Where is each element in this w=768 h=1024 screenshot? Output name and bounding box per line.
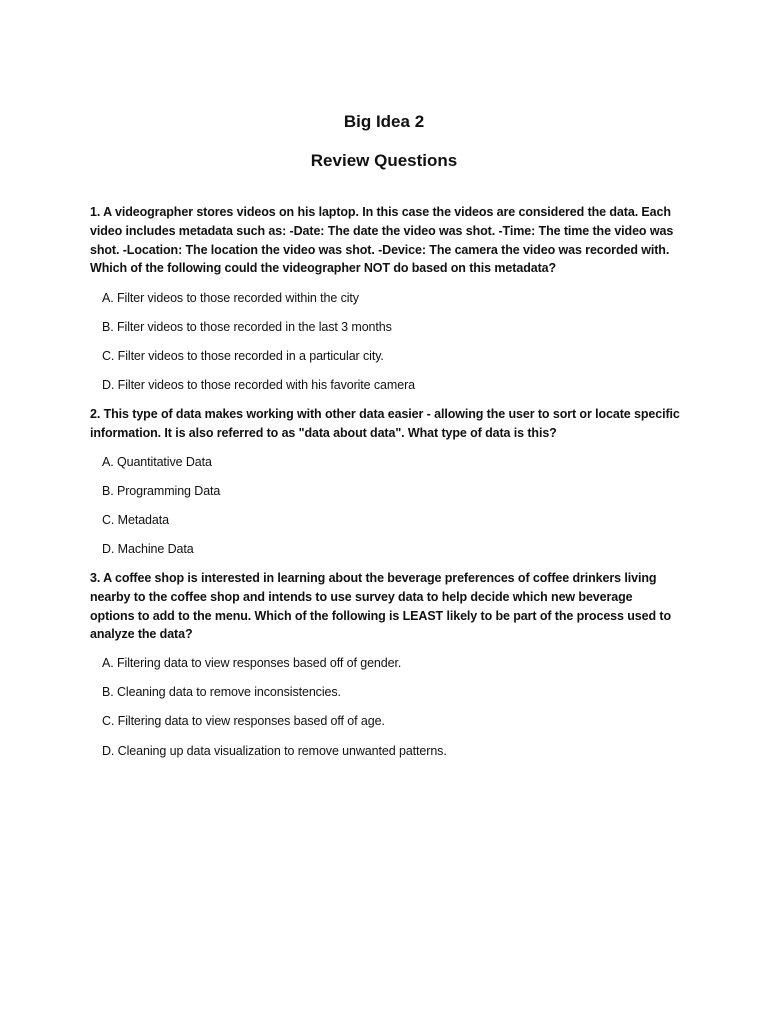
question-2-option-a: A. Quantitative Data	[102, 455, 212, 469]
question-2-option-b: B. Programming Data	[102, 484, 221, 498]
question-2-text: 2. This type of data makes working with other data easier - allowing the user to sort or locate specific information. It is also referred to as "data about data". What type of data is this?	[90, 407, 680, 440]
question-3-text: 3. A coffee shop is interested in learning about the beverage preferences of coffee drinkers living nearby to the coffee shop and intends to use survey data to help decide which new beverage options to add to the menu. Which of the following is LEAST likely to be part of the process used to analyze the data?	[90, 571, 671, 642]
question-3-option-d: D. Cleaning up data visualization to remove unwanted patterns.	[102, 744, 447, 758]
question-2-option-d: D. Machine Data	[102, 542, 194, 556]
question-2-option-c: C. Metadata	[102, 513, 169, 527]
question-1-option-a: A. Filter videos to those recorded within the city	[102, 291, 359, 305]
question-1-text: 1. A videographer stores videos on his laptop. In this case the videos are considered the data. Each video includes metadata such as: -Date: The date the video was shot. -Time: The time the video was shot. -Location: The location the video was shot. -Device: The camera the video was recorded with. Which of the following could the videographer NOT do based on this metadata?	[90, 205, 674, 276]
question-3-option-b: B. Cleaning data to remove inconsistencies.	[102, 685, 341, 699]
question-1-option-d: D. Filter videos to those recorded with his favorite camera	[102, 378, 415, 392]
question-1-option-c: C. Filter videos to those recorded in a particular city.	[102, 349, 384, 363]
page-subtitle: Review Questions	[310, 151, 458, 170]
question-3-option-a: A. Filtering data to view responses based off of gender.	[102, 656, 402, 670]
question-3-option-c: C. Filtering data to view responses based off of age.	[102, 714, 385, 728]
question-1-option-b: B. Filter videos to those recorded in the last 3 months	[102, 320, 392, 334]
page-title: Big Idea 2	[343, 112, 425, 131]
